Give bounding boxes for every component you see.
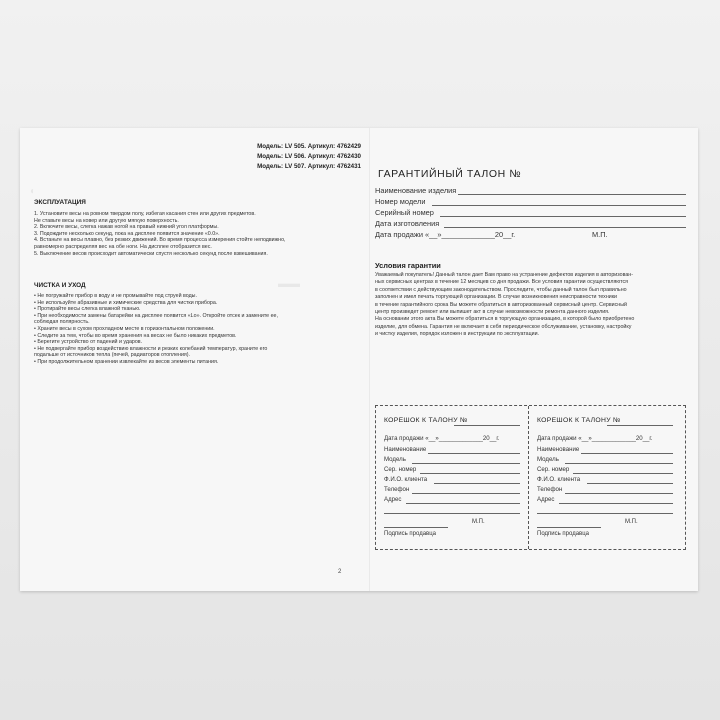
coupon-field-label: Телефон	[384, 486, 410, 493]
conditions-heading: Условия гарантии	[375, 261, 441, 270]
care-line: соблюдая полярность.	[34, 319, 90, 326]
conditions-line: в течение гарантийного срока Вы можете обратиться в авторизованный сервисный центр. Сервисный	[375, 301, 627, 308]
coupon-field-line	[565, 493, 673, 494]
care-line: • При продолжительном хранении извлекайте из весов элементы питания.	[34, 358, 219, 365]
operation-line: 2. Включите весы, слегка нажав ногой на правый нижний угол платформы.	[34, 224, 219, 231]
coupon-field-line	[420, 473, 520, 474]
care-line: • Не подвергайте прибор воздействию влажности и резких колебаний температур, храните его	[34, 345, 268, 352]
conditions-line: заполнен и имел печать торгующей организации. В случае возникновения неисправности техники	[375, 294, 617, 301]
operation-heading: ЭКСПЛУАТАЦИЯ	[34, 199, 86, 206]
care-line: • Протирайте весы слегка влажной тканью.	[34, 306, 141, 313]
coupon-field-line	[573, 473, 673, 474]
conditions-line: Уважаемый покупатель! Данный талон дает Вам право на устранение дефектов изделия в авторизован-	[375, 272, 633, 278]
model-number-label: Номер модели	[375, 197, 426, 206]
coupon-field-label: Наименование	[537, 446, 580, 453]
coupon-number-line	[607, 425, 673, 426]
coupon-signature-label: Подпись продавца	[384, 531, 437, 537]
coupon-number-line	[454, 425, 520, 426]
operation-line: 3. Подождите несколько секунд, пока на дисплее появится значение «0.0».	[34, 230, 220, 237]
coupon-title: КОРЕШОК К ТАЛОНУ №	[384, 417, 468, 424]
care-text	[34, 293, 334, 366]
serial-number-label: Серийный номер	[375, 208, 434, 217]
coupon-field-line	[412, 463, 520, 464]
coupon-field-label: Телефон	[537, 486, 563, 493]
product-name-line	[458, 194, 686, 195]
coupon-signature-label: Подпись продавца	[537, 531, 590, 537]
sale-date-label: Дата продажи «__»_____________20__г.	[375, 230, 516, 239]
care-line: подальше от источников тепла (печей, радиаторов отопления).	[34, 352, 191, 359]
coupon-field-line	[559, 503, 673, 504]
care-line: • Не используйте абразивные и химические средства для чистки прибора.	[34, 299, 218, 306]
coupon-stub-left	[376, 406, 526, 549]
conditions-line: изделие, для обмена. Гарантия не включает в себя периодическое обслуживание, установку, настройку	[375, 323, 632, 330]
operation-line: 1. Установите весы на ровном твердом полу, избегая касания стен или других предметов.	[34, 211, 256, 217]
coupon-field-line	[412, 493, 520, 494]
coupon-field-line	[406, 503, 520, 504]
operation-text	[34, 211, 334, 257]
care-heading: ЧИСТКА И УХОД	[34, 282, 86, 289]
model-list	[257, 142, 361, 172]
operation-line: равномерно распределяя вес на обе ноги. На дисплее отобразится вес.	[34, 243, 212, 250]
coupon-signature-line	[384, 527, 448, 528]
coupon-field-line	[581, 453, 673, 454]
care-line: • Берегите устройство от падений и ударов.	[34, 339, 143, 346]
coupon-field-label: Ф.И.О. клиента	[384, 476, 428, 483]
coupon-field-label: Модель	[384, 456, 406, 463]
coupon-signature-line	[537, 527, 601, 528]
care-line: • При необходимости замены батарейки на дисплее появится «Lo». Откройте отсек и замените ее,	[34, 312, 278, 319]
coupon-field-label: Наименование	[384, 446, 427, 453]
conditions-line: в соответствии с действующим законодательством. Проследите, чтобы данный талон был правильно	[375, 286, 627, 293]
stamp-label: М.П.	[592, 230, 608, 239]
coupon-field-line	[434, 483, 520, 484]
coupon-stamp-label: М.П.	[625, 519, 638, 525]
coupon-field-label: Адрес	[537, 496, 555, 503]
manufacture-date-label: Дата изготовления	[375, 219, 440, 228]
warranty-card-title: ГАРАНТИЙНЫЙ ТАЛОН №	[378, 168, 522, 180]
coupon-sale-date: Дата продажи «__»_____________20__г.	[537, 435, 653, 442]
coupon-stub-right	[529, 406, 679, 549]
left-page	[20, 128, 369, 591]
coupon-field-line	[565, 463, 673, 464]
serial-number-line	[440, 216, 686, 217]
coupon-field-label: Сер. номер	[537, 466, 570, 473]
coupon-extra-line	[537, 513, 673, 514]
care-line: • Не погружайте прибор в воду и не промывайте под струей воды.	[34, 293, 197, 299]
model-number-line	[432, 205, 686, 206]
manufacture-date-line	[444, 227, 686, 228]
coupon-field-label: Ф.И.О. клиента	[537, 476, 581, 483]
coupon-field-line	[428, 453, 520, 454]
coupon-field-label: Сер. номер	[384, 466, 417, 473]
conditions-text	[375, 272, 693, 339]
operation-line: 4. Встаньте на весы плавно, без резких движений. Во время процесса измерения стойте неподвижно,	[34, 237, 286, 244]
coupon-sale-date: Дата продажи «__»_____________20__г.	[384, 435, 500, 442]
coupon-field-label: Модель	[537, 456, 559, 463]
coupon-stamp-label: М.П.	[472, 519, 485, 525]
conditions-line: ных сервисных центрах в течение 12 месяцев со дня продажи. Все условия гарантии осуществляются	[375, 279, 629, 286]
conditions-line: и чистку изделия, порядок изложен в инструкции по эксплуатации.	[375, 331, 540, 338]
conditions-line: центр произведет ремонт или выпишет акт в случае невозможности ремонта данного изделия.	[375, 309, 610, 316]
coupon-box	[375, 405, 686, 550]
model-line: Модель: LV 507. Артикул: 4762431	[257, 163, 361, 170]
page-number: 2	[338, 569, 342, 575]
coupon-title: КОРЕШОК К ТАЛОНУ №	[537, 417, 621, 424]
care-line: • Следите за тем, чтобы во время хранения на весах не было никаких предметов.	[34, 332, 237, 339]
coupon-field-label: Адрес	[384, 496, 402, 503]
care-line: • Храните весы в сухом прохладном месте в горизонтальном положении.	[34, 325, 215, 332]
warranty-booklet-spread	[20, 128, 698, 591]
model-line: Модель: LV 505. Артикул: 4762429	[257, 143, 361, 150]
conditions-line: На основании этого акта Вы можете обратиться в торгующую организацию, в которой было приобретено	[375, 316, 635, 323]
model-line: Модель: LV 506. Артикул: 4762430	[257, 153, 361, 160]
show-through-mark: ▬▬	[278, 278, 300, 290]
show-through-mark: ◐	[30, 186, 37, 197]
operation-line: 5. Выключение весов происходит автоматически спустя несколько секунд после взвешивания.	[34, 250, 268, 257]
coupon-field-line	[587, 483, 673, 484]
operation-line: Не ставьте весы на ковер или другую мягкую поверхность.	[34, 217, 179, 224]
coupon-extra-line	[384, 513, 520, 514]
right-page	[370, 128, 698, 591]
product-name-label: Наименование изделия	[375, 186, 457, 195]
